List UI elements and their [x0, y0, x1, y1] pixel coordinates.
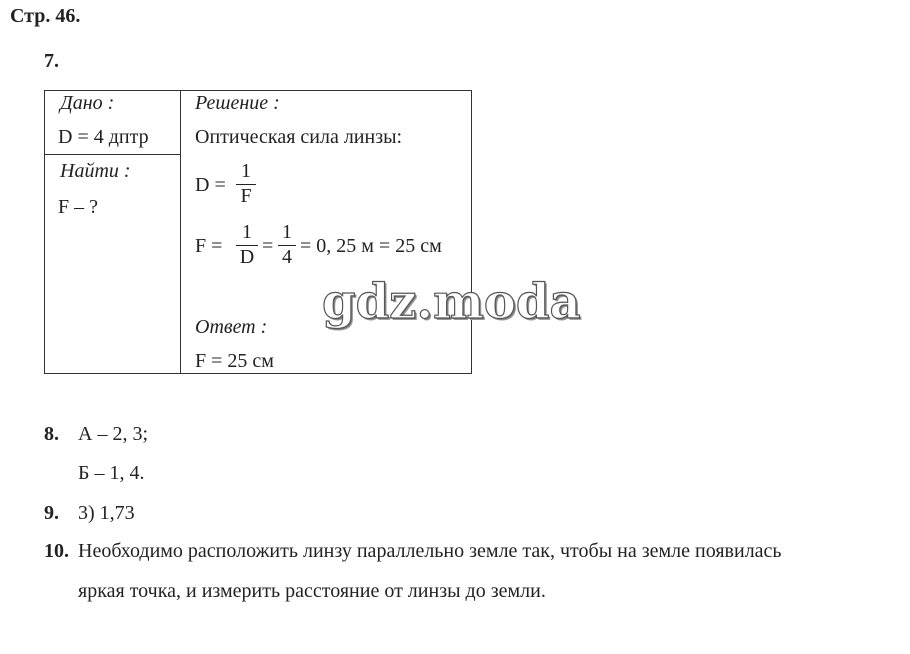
task10-line2: яркая точка, и измерить расстояние от линзы до земли. — [78, 580, 546, 602]
page-title: Стр. 46. — [10, 5, 81, 27]
formula1-denominator: F — [240, 185, 252, 207]
task8-number: 8. — [44, 423, 59, 445]
answer-label: Ответ : — [195, 316, 268, 338]
formula2-fraction1 — [236, 221, 258, 269]
task10-number: 10. — [44, 540, 69, 562]
solution-label: Решение : — [195, 92, 280, 114]
task8-line2: Б – 1, 4. — [78, 462, 145, 484]
formula2-denominator1: D — [239, 246, 255, 268]
task9-number: 9. — [44, 502, 59, 524]
formula1-lhs: D = — [195, 174, 226, 196]
task10-line1: Необходимо расположить линзу параллельно земле так, чтобы на земле появилась — [78, 540, 782, 562]
task7-number: 7. — [44, 50, 59, 72]
formula2-lhs: F = — [195, 235, 223, 257]
solution-text: Оптическая сила линзы: — [195, 126, 403, 148]
formula2-numerator1: 1 — [242, 221, 252, 243]
formula2-numerator2: 1 — [282, 221, 292, 243]
formula2-equals: = — [262, 235, 274, 257]
table-divider-horizontal — [44, 154, 181, 155]
given-value: D = 4 дптр — [58, 126, 149, 148]
watermark-logo: gdz.moda — [322, 274, 581, 330]
find-label: Найти : — [60, 160, 131, 182]
formula1-fraction — [236, 160, 256, 208]
given-label: Дано : — [60, 92, 115, 114]
find-value: F – ? — [58, 196, 98, 218]
answer-value: F = 25 см — [195, 350, 274, 372]
table-divider-vertical — [180, 90, 181, 374]
task9-text: 3) 1,73 — [78, 502, 135, 524]
formula1-numerator: 1 — [241, 160, 251, 182]
formula2-rhs: = 0, 25 м = 25 см — [300, 235, 442, 257]
formula2-denominator2: 4 — [282, 246, 292, 268]
task8-line1: А – 2, 3; — [78, 423, 148, 445]
formula2-fraction2 — [278, 221, 296, 269]
